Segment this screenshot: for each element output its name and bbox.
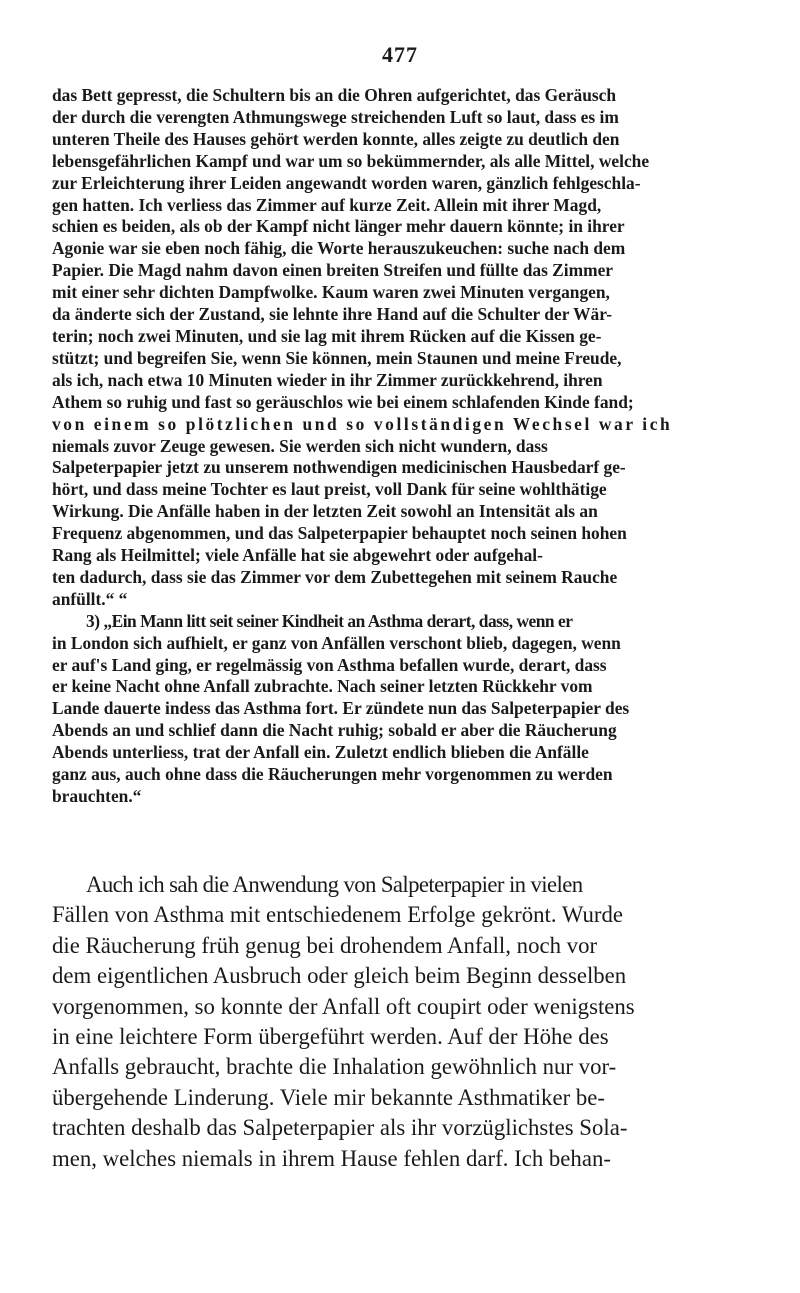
text-line: ten dadurch, dass sie das Zimmer vor dem Zubettegehen mit seinem Rauche [52,566,618,587]
text-line: Anfalls gebraucht, brachte die Inhalation gewöhnlich nur vor- [52,1054,617,1080]
text-line: dem eigentlichen Ausbruch oder gleich beim Beginn desselben [52,963,627,989]
text-line: ganz aus, auch ohne dass die Räucherungen mehr vorgenommen zu werden [52,764,613,785]
text-line: die Räucherung früh genug bei drohendem Anfall, noch vor [52,932,598,958]
text-line-paragraph-start: Auch ich sah die Anwendung von Salpeterpapier in vielen [86,872,583,897]
text-line: terin; noch zwei Minuten, und sie lag mit ihrem Rücken auf die Kissen ge- [52,325,602,346]
text-line: Abends unterliess, trat der Anfall ein. Zuletzt endlich blieben die Anfälle [52,742,589,763]
text-line: Athem so ruhig und fast so geräuschlos wie bei einem schlafenden Kinde fand; [52,391,634,412]
text-line: er keine Nacht ohne Anfall zubrachte. Nach seiner letzten Rückkehr vom [52,676,593,697]
text-line: anfüllt.“ “ [52,588,128,609]
text-line: stützt; und begreifen Sie, wenn Sie können, mein Staunen und meine Freude, [52,347,622,368]
text-line: in London sich aufhielt, er ganz von Anfällen verschont blieb, dagegen, wenn [52,632,621,653]
text-line: das Bett gepresst, die Schultern bis an die Ohren aufgerichtet, das Geräusch [52,85,617,105]
text-line: schien es beiden, als ob der Kampf nicht länger mehr dauern könnte; in ihrer [52,216,625,237]
text-line: der durch die verengten Athmungswege streichenden Luft so laut, dass es im [52,106,619,127]
text-line: Salpeterpapier jetzt zu unserem nothwendigen medicinischen Hausbedarf ge- [52,457,626,478]
text-line: men, welches niemals in ihrem Hause fehlen darf. Ich behan- [52,1145,611,1171]
text-line: unteren Theile des Hauses gehört werden konnte, alles zeigte zu deutlich den [52,128,620,149]
text-line: Papier. Die Magd nahm davon einen breiten Streifen und füllte das Zimmer [52,260,614,281]
text-line: Lande dauerte indess das Asthma fort. Er zündete nun das Salpeterpapier des [52,698,630,719]
text-line: hört, und dass meine Tochter es laut preist, voll Dank für seine wohlthätige [52,479,607,500]
body-text-block [52,870,748,1174]
text-line: er auf's Land ging, er regelmässig von Asthma befallen wurde, derart, dass [52,654,607,675]
text-line: vorgenommen, so konnte der Anfall oft coupirt oder wenigstens [52,993,635,1019]
text-line: zur Erleichterung ihrer Leiden angewandt worden waren, gänzlich fehlgeschla- [52,172,641,193]
text-line: Abends an und schlief dann die Nacht ruhig; sobald er aber die Räucherung [52,720,617,741]
text-line: Agonie war sie eben noch fähig, die Worte herauszukeuchen: suche nach dem [52,238,626,259]
text-line: gen hatten. Ich verliess das Zimmer auf kurze Zeit. Allein mit ihrer Magd, [52,194,602,215]
text-line-paragraph-start: 3) „Ein Mann litt seit seiner Kindheit an Asthma derart, dass, wenn er [86,610,573,631]
text-line-spaced: von einem so plötzlichen und so vollständigen Wechsel war ich [52,413,673,434]
text-line-mixed: niemals zuvor Zeuge gewesen. Sie werden sich nicht wundern, dass [52,435,548,456]
text-line: lebensgefährlichen Kampf und war um so bekümmernder, als alle Mittel, welche [52,150,650,171]
text-line: brauchten.“ [52,786,142,806]
text-line: mit einer sehr dichten Dampfwolke. Kaum waren zwei Minuten vergangen, [52,282,610,303]
text-line: übergehende Linderung. Viele mir bekannte Asthmatiker be- [52,1084,605,1110]
text-line: da änderte sich der Zustand, sie lehnte ihre Hand auf die Schulter der Wär- [52,304,613,325]
text-line: trachten deshalb das Salpeterpapier als ihr vorzüglichstes Sola- [52,1115,628,1141]
text-line: Wirkung. Die Anfälle haben in der letzten Zeit sowohl an Intensität als an [52,501,598,522]
page-number: 477 [382,42,418,67]
text-line: Frequenz abgenommen, und das Salpeterpapier behauptet noch seinen hohen [52,523,627,544]
text-line: als ich, nach etwa 10 Minuten wieder in ihr Zimmer zurückkehrend, ihren [52,369,603,390]
small-print-block [52,85,748,808]
text-line: in eine leichtere Form übergeführt werden. Auf der Höhe des [52,1024,609,1050]
text-line: Rang als Heilmittel; viele Anfälle hat sie abgewehrt oder aufgehal- [52,545,543,566]
text-line: Fällen von Asthma mit entschiedenem Erfolge gekrönt. Wurde [52,902,623,928]
